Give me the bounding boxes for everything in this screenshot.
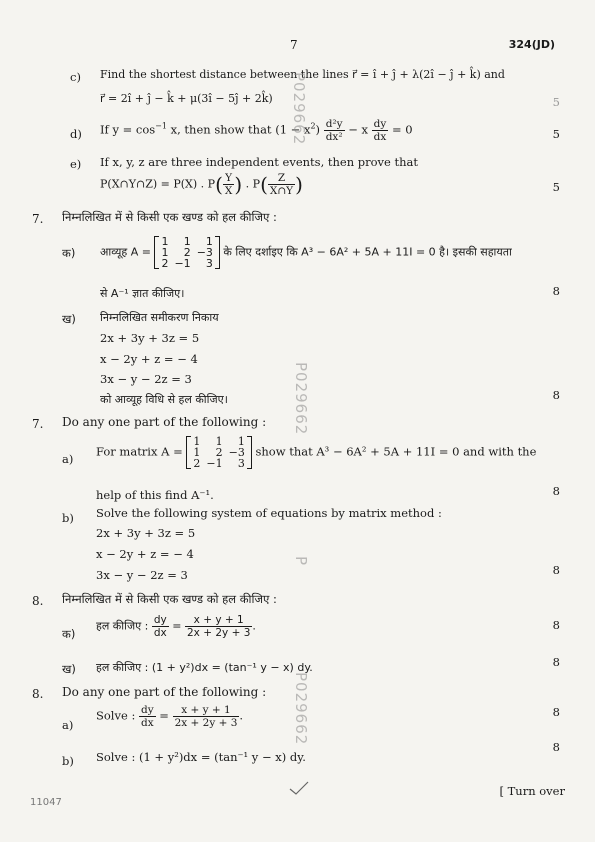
q6d-minus-x: − x bbox=[344, 122, 369, 137]
q8hi-title: निम्नलिखित में से किसी एक खण्ड को हल कीजिए : bbox=[62, 592, 277, 606]
q7en-matrix-cell-1-2: −3 bbox=[228, 446, 245, 459]
q7en-a-marks: 8 bbox=[552, 484, 560, 498]
q6d-sq: 2 bbox=[310, 121, 316, 131]
q8hi-ka-rhs-num: x + y + 1 bbox=[185, 614, 252, 627]
q8hi-ka-label: क) bbox=[62, 627, 76, 641]
q7hi-kha-last: को आव्यूह विधि से हल कीजिए। bbox=[100, 393, 228, 406]
page-number: 7 bbox=[290, 38, 298, 52]
q8hi-ka-lhs bbox=[152, 614, 169, 639]
q8hi-number: 8. bbox=[32, 594, 44, 608]
q8en-a-rhs-num: x + y + 1 bbox=[173, 704, 240, 717]
q6e-dot: . P bbox=[242, 177, 261, 191]
q8hi-ka-lhs-den: dx bbox=[153, 627, 167, 639]
q8en-a-pre: Solve : bbox=[96, 708, 136, 723]
q7en-a-post: show that A³ − 6A² + 5A + 11I = 0 and with the bbox=[255, 444, 537, 459]
q8en-a-line: Solve : $\frac{dy}{dx}$ = $\frac{x + y + 1}{2x + 2y + 3}$ . bbox=[96, 704, 244, 729]
q7hi-kha-eq1: 2x + 3y + 3z = 5 bbox=[100, 331, 200, 345]
q6e-left: P(X∩Y∩Z) = P(X) . P bbox=[100, 177, 216, 191]
q7en-b-eq3: 3x − y − 2z = 3 bbox=[96, 568, 188, 582]
q7hi-ka-line2: से A⁻¹ ज्ञात कीजिए। bbox=[100, 287, 185, 300]
q7en-matrix-cell-1-0: 1 bbox=[193, 446, 201, 459]
q7en-matrix-cell-0-2: 1 bbox=[237, 435, 245, 448]
q7hi-matrix-cell-1-2: −3 bbox=[196, 246, 213, 259]
q6d-frac1-den: dx² bbox=[325, 131, 343, 143]
q7hi-matrix bbox=[154, 236, 219, 269]
q8hi-kha-text: हल कीजिए : (1 + y²)dx = (tan⁻¹ y − x) dy. bbox=[96, 661, 313, 674]
q8en-a-lhs bbox=[139, 704, 156, 729]
q6e-frac2-den: X∩Y bbox=[269, 185, 294, 197]
q8hi-ka-pre: हल कीजिए : bbox=[96, 619, 149, 633]
q7en-b-eq2: x − 2y + z = − 4 bbox=[96, 547, 194, 561]
q7en-a-pre: For matrix A = bbox=[96, 444, 183, 459]
q7hi-ka-label: क) bbox=[62, 246, 76, 260]
q7hi-matrix-cell-2-1: −1 bbox=[174, 257, 191, 270]
watermark-4: P bbox=[292, 556, 310, 567]
q6d-eq: = 0 bbox=[388, 122, 413, 137]
watermark-1: P029662 bbox=[290, 72, 308, 146]
q8en-a-rhs bbox=[173, 704, 240, 729]
q8en-a-rhs-den: 2x + 2y + 3 bbox=[174, 717, 238, 729]
q7en-matrix bbox=[186, 436, 251, 469]
q7hi-kha-label: ख) bbox=[62, 312, 76, 326]
q7hi-ka-pre: आव्यूह A = bbox=[100, 245, 151, 259]
q7hi-matrix-cell-0-2: 1 bbox=[205, 235, 213, 248]
q6e-frac1-num: Y bbox=[223, 172, 234, 185]
footer-code: 11047 bbox=[30, 797, 62, 808]
watermark-3: P029662 bbox=[292, 672, 310, 746]
q6d-frac1 bbox=[324, 118, 345, 143]
q7hi-matrix-cell-2-0: 2 bbox=[161, 257, 169, 270]
q6e-frac1 bbox=[223, 172, 234, 197]
q7en-a-line2: help of this find A⁻¹. bbox=[96, 488, 214, 502]
q6c-line1: Find the shortest distance between the lines r⃗ = î + ĵ + λ(2î − ĵ + k̂) and bbox=[100, 68, 505, 81]
q8en-a-lhs-den: dx bbox=[140, 717, 154, 729]
check-mark-icon bbox=[288, 780, 310, 796]
watermark-2: P029662 bbox=[292, 362, 310, 436]
q6e-line1: If x, y, z are three independent events, then prove that bbox=[100, 155, 419, 169]
q8en-a-marks: 8 bbox=[552, 705, 560, 719]
q7hi-kha-title: निम्नलिखित समीकरण निकाय bbox=[100, 311, 219, 324]
paper-code: 324(JD) bbox=[508, 38, 555, 51]
q7hi-kha-eq3: 3x − y − 2z = 3 bbox=[100, 372, 192, 386]
q6e-marks: 5 bbox=[552, 180, 560, 194]
q6d-marks: 5 bbox=[552, 127, 560, 141]
q8en-a-label: a) bbox=[62, 718, 74, 732]
q8en-b-label: b) bbox=[62, 754, 74, 768]
q6e-frac2-num: Z bbox=[268, 172, 295, 185]
q7hi-title: निम्नलिखित में से किसी एक खण्ड को हल कीजिए : bbox=[62, 210, 277, 224]
q7en-number: 7. bbox=[32, 417, 44, 431]
q7en-matrix-cell-0-1: 1 bbox=[215, 435, 223, 448]
q6c-label: c) bbox=[70, 70, 81, 84]
q8hi-ka-marks: 8 bbox=[552, 618, 560, 632]
q7hi-number: 7. bbox=[32, 212, 44, 226]
q6d-label: d) bbox=[70, 127, 82, 141]
q8hi-ka-rhs-den: 2x + 2y + 3 bbox=[187, 627, 251, 639]
q7en-b-title: Solve the following system of equations by matrix method : bbox=[96, 506, 442, 520]
q8en-number: 8. bbox=[32, 687, 44, 701]
q7en-matrix-cell-2-1: −1 bbox=[206, 457, 223, 470]
q6e-paren-open-2: ( bbox=[260, 172, 268, 197]
q7hi-matrix-cell-2-2: 3 bbox=[205, 257, 213, 270]
q7hi-matrix-cell-1-0: 1 bbox=[161, 246, 169, 259]
q6d-mid: x, then show that (1 − x bbox=[166, 122, 311, 137]
q6e-frac1-den: X bbox=[224, 185, 233, 197]
q6c-line2: r⃗ = 2î + ĵ − k̂ + μ(3î − 5ĵ + 2k̂) bbox=[100, 92, 273, 105]
q6e-paren-open-1: ( bbox=[215, 172, 223, 197]
q7en-matrix-cell-0-0: 1 bbox=[193, 435, 201, 448]
q6e-line2 bbox=[100, 172, 303, 197]
q8hi-ka-rhs bbox=[185, 614, 252, 639]
q8en-a-lhs-num: dy bbox=[140, 704, 154, 716]
q6d-close: ) bbox=[315, 122, 321, 137]
q6d-frac2 bbox=[372, 118, 389, 143]
q6d-pre: If y = cos bbox=[100, 122, 156, 137]
turn-over-label: [ Turn over bbox=[499, 784, 565, 798]
q7hi-kha-marks: 8 bbox=[552, 388, 560, 402]
q7en-a-line bbox=[96, 436, 536, 469]
q6d-line bbox=[100, 118, 413, 143]
q7hi-ka-line bbox=[100, 236, 512, 269]
q7hi-ka-marks: 8 bbox=[552, 284, 560, 298]
q7hi-kha-eq2: x − 2y + z = − 4 bbox=[100, 352, 198, 366]
q7hi-matrix-cell-0-0: 1 bbox=[161, 235, 169, 248]
q8en-title: Do any one part of the following : bbox=[62, 685, 267, 699]
q7en-matrix-cell-2-0: 2 bbox=[193, 457, 201, 470]
q7en-b-label: b) bbox=[62, 511, 74, 525]
q6d-frac2-den: dx bbox=[373, 131, 387, 143]
q8hi-ka-line: हल कीजिए : $\frac{dy}{dx}$ = $\frac{x + y + 1}{2x + 2y + 3}$ . bbox=[96, 614, 256, 639]
q8en-b-text: Solve : (1 + y²)dx = (tan⁻¹ y − x) dy. bbox=[96, 750, 306, 764]
q7hi-ka-post: के लिए दर्शाइए कि A³ − 6A² + 5A + 11I = 0 है। इसकी सहायता bbox=[223, 245, 512, 259]
q6e-label: e) bbox=[70, 157, 82, 171]
q7en-matrix-cell-2-2: 3 bbox=[237, 457, 245, 470]
q6d-sup: −1 bbox=[155, 121, 167, 131]
q6e-paren-close-2: ) bbox=[295, 172, 303, 197]
q7en-title: Do any one part of the following : bbox=[62, 415, 267, 429]
q7en-a-label: a) bbox=[62, 452, 74, 466]
q6d-frac2-num: dy bbox=[373, 118, 387, 130]
q6e-paren-close-1: ) bbox=[234, 172, 243, 197]
q6c-marks: 5 bbox=[552, 95, 560, 109]
q7en-matrix-cell-1-1: 2 bbox=[215, 446, 223, 459]
q8hi-kha-marks: 8 bbox=[552, 655, 560, 669]
q7hi-matrix-cell-0-1: 1 bbox=[183, 235, 191, 248]
q8en-b-marks: 8 bbox=[552, 740, 560, 754]
q7en-b-marks: 8 bbox=[552, 563, 560, 577]
q6d-frac1-num: d²y bbox=[325, 118, 343, 130]
q8hi-ka-lhs-num: dy bbox=[153, 614, 167, 626]
q8hi-kha-label: ख) bbox=[62, 662, 76, 676]
q7hi-matrix-cell-1-1: 2 bbox=[183, 246, 191, 259]
q7en-b-eq1: 2x + 3y + 3z = 5 bbox=[96, 526, 196, 540]
q6e-frac2 bbox=[268, 172, 295, 197]
